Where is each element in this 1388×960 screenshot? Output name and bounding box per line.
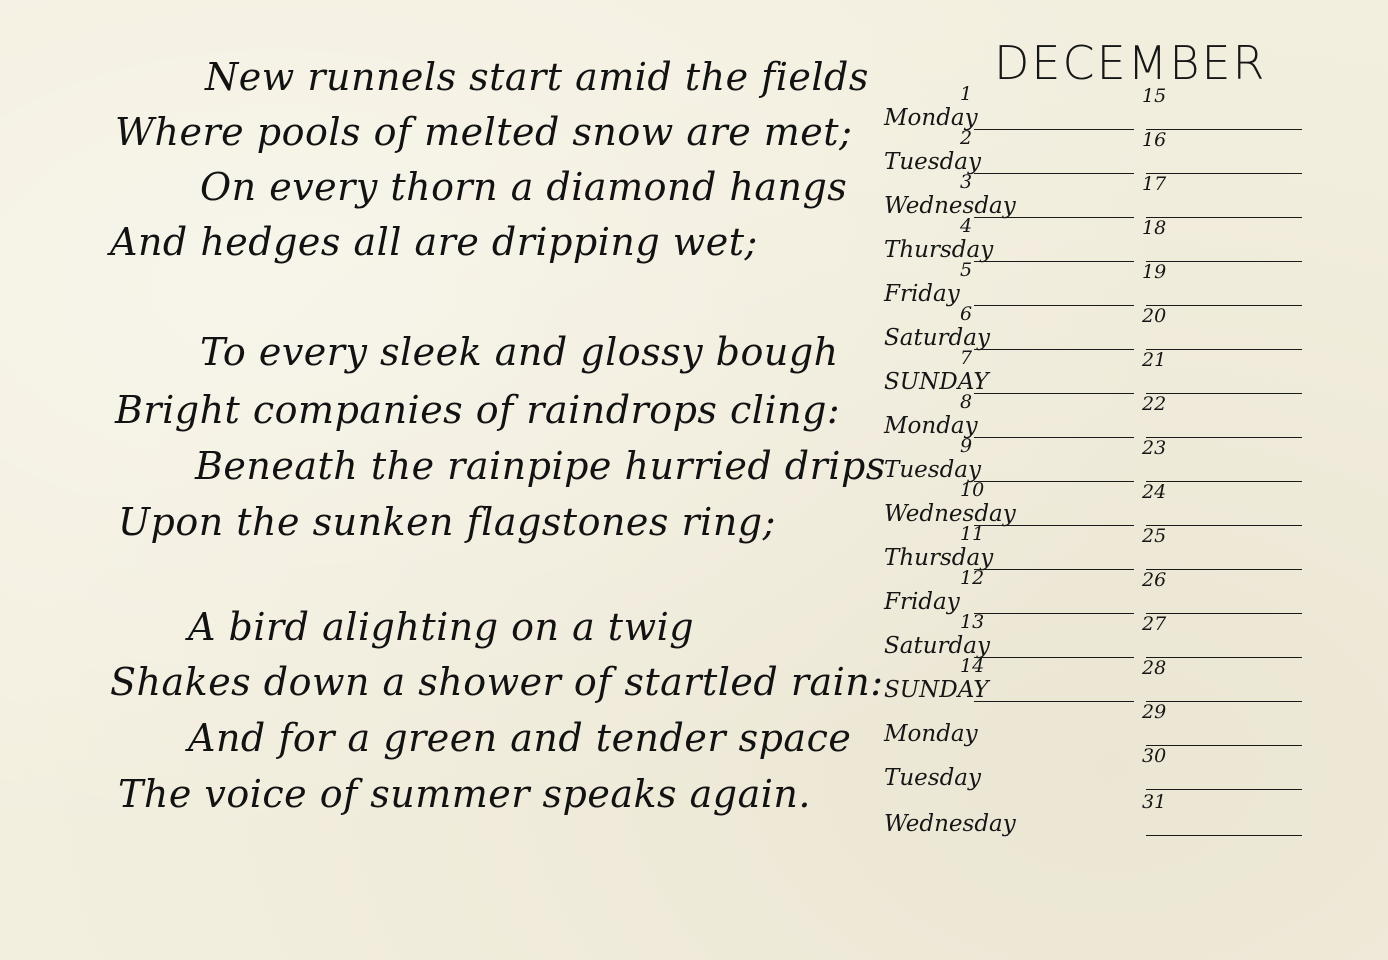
calendar-day-number: 23	[1142, 437, 1167, 459]
calendar-writing-line	[974, 393, 1134, 394]
calendar-writing-line	[974, 481, 1134, 482]
poem-line: Where pools of melted snow are met;	[115, 110, 853, 154]
calendar-day-number: 25	[1142, 525, 1167, 547]
calendar-day-number: 24	[1142, 481, 1167, 503]
calendar-day-name: SUNDAY	[884, 677, 989, 703]
calendar-day-number: 4	[960, 215, 973, 237]
calendar-writing-line	[974, 349, 1134, 350]
calendar-day-number: 17	[1142, 173, 1167, 195]
poem-line: Bright companies of raindrops cling:	[115, 388, 841, 432]
calendar-day-number: 6	[960, 303, 973, 325]
calendar-day-name: Saturday	[884, 633, 990, 659]
calendar-writing-line	[1146, 437, 1302, 438]
calendar-writing-line	[1146, 217, 1302, 218]
calendar-writing-line	[974, 173, 1134, 174]
calendar-writing-line	[1146, 349, 1302, 350]
calendar-day-name: Thursday	[884, 545, 994, 571]
calendar-day-number: 29	[1142, 701, 1167, 723]
calendar-day-number: 18	[1142, 217, 1167, 239]
calendar-day-number: 13	[960, 611, 985, 633]
calendar-day-name: Tuesday	[884, 149, 981, 175]
calendar-writing-line	[1146, 569, 1302, 570]
calendar-day-name: Saturday	[884, 325, 990, 351]
calendar-writing-line	[1146, 525, 1302, 526]
calendar-writing-line	[1146, 261, 1302, 262]
calendar-day-number: 1	[960, 83, 973, 105]
calendar-writing-line	[1146, 613, 1302, 614]
poem-line: On every thorn a diamond hangs	[200, 165, 848, 209]
calendar-day-number: 27	[1142, 613, 1167, 635]
calendar-day-number: 15	[1142, 85, 1167, 107]
calendar-writing-line	[974, 613, 1134, 614]
calendar-writing-line	[974, 437, 1134, 438]
calendar-day-number: 7	[960, 347, 973, 369]
calendar-day-name: Wednesday	[884, 193, 1016, 219]
poem-line: And hedges all are dripping wet;	[110, 220, 758, 264]
calendar-day-number: 12	[960, 567, 985, 589]
calendar-writing-line	[1146, 393, 1302, 394]
calendar-day-number: 31	[1142, 791, 1167, 813]
calendar-day-number: 28	[1142, 657, 1167, 679]
calendar-day-name: Thursday	[884, 237, 994, 263]
calendar-writing-line	[974, 217, 1134, 218]
calendar-day-name: Monday	[884, 105, 978, 131]
calendar-day-number: 3	[960, 171, 973, 193]
calendar-day-number: 10	[960, 479, 985, 501]
calendar-day-name: SUNDAY	[884, 369, 989, 395]
calendar-writing-line	[1146, 745, 1302, 746]
calendar-day-number: 26	[1142, 569, 1167, 591]
calendar-writing-line	[974, 569, 1134, 570]
calendar-day-name: Tuesday	[884, 457, 981, 483]
calendar-day-number: 22	[1142, 393, 1167, 415]
calendar-writing-line	[974, 261, 1134, 262]
calendar-day-number: 16	[1142, 129, 1167, 151]
calendar-day-number: 5	[960, 259, 973, 281]
poem-line: Upon the sunken flagstones ring;	[118, 500, 776, 544]
calendar-day-name: Monday	[884, 413, 978, 439]
calendar-writing-line	[1146, 657, 1302, 658]
calendar-writing-line	[1146, 835, 1302, 836]
december-calendar	[870, 0, 1388, 960]
calendar-day-number: 2	[960, 127, 973, 149]
calendar-day-number: 19	[1142, 261, 1167, 283]
calendar-day-name: Friday	[884, 589, 960, 615]
calendar-day-name: Wednesday	[884, 811, 1016, 837]
calendar-day-name: Friday	[884, 281, 960, 307]
calendar-writing-line	[974, 305, 1134, 306]
calendar-writing-line	[974, 657, 1134, 658]
calendar-day-name: Wednesday	[884, 501, 1016, 527]
calendar-writing-line	[974, 525, 1134, 526]
calendar-day-number: 20	[1142, 305, 1167, 327]
calendar-day-name: Monday	[884, 721, 978, 747]
calendar-day-name: Tuesday	[884, 765, 981, 791]
calendar-writing-line	[974, 701, 1134, 702]
poem-line: And for a green and tender space	[188, 716, 852, 760]
calendar-day-number: 21	[1142, 349, 1167, 371]
calendar-day-number: 11	[960, 523, 985, 545]
calendar-writing-line	[1146, 129, 1302, 130]
calendar-day-number: 30	[1142, 745, 1167, 767]
poem-line: New runnels start amid the fields	[205, 55, 869, 99]
poem-line: A bird alighting on a twig	[188, 605, 695, 649]
poem-line: Shakes down a shower of startled rain:	[110, 660, 884, 704]
calendar-writing-line	[1146, 789, 1302, 790]
calendar-day-number: 14	[960, 655, 985, 677]
calendar-writing-line	[1146, 305, 1302, 306]
calendar-writing-line	[1146, 173, 1302, 174]
calendar-writing-line	[1146, 701, 1302, 702]
calendar-writing-line	[1146, 481, 1302, 482]
calendar-writing-line	[974, 129, 1134, 130]
poem-line: Beneath the rainpipe hurried drips	[195, 444, 886, 488]
calendar-day-number: 8	[960, 391, 973, 413]
month-title: DECEMBER	[994, 36, 1267, 90]
poem-line: The voice of summer speaks again.	[118, 772, 811, 816]
poem-line: To every sleek and glossy bough	[200, 330, 839, 374]
calendar-day-number: 9	[960, 435, 973, 457]
